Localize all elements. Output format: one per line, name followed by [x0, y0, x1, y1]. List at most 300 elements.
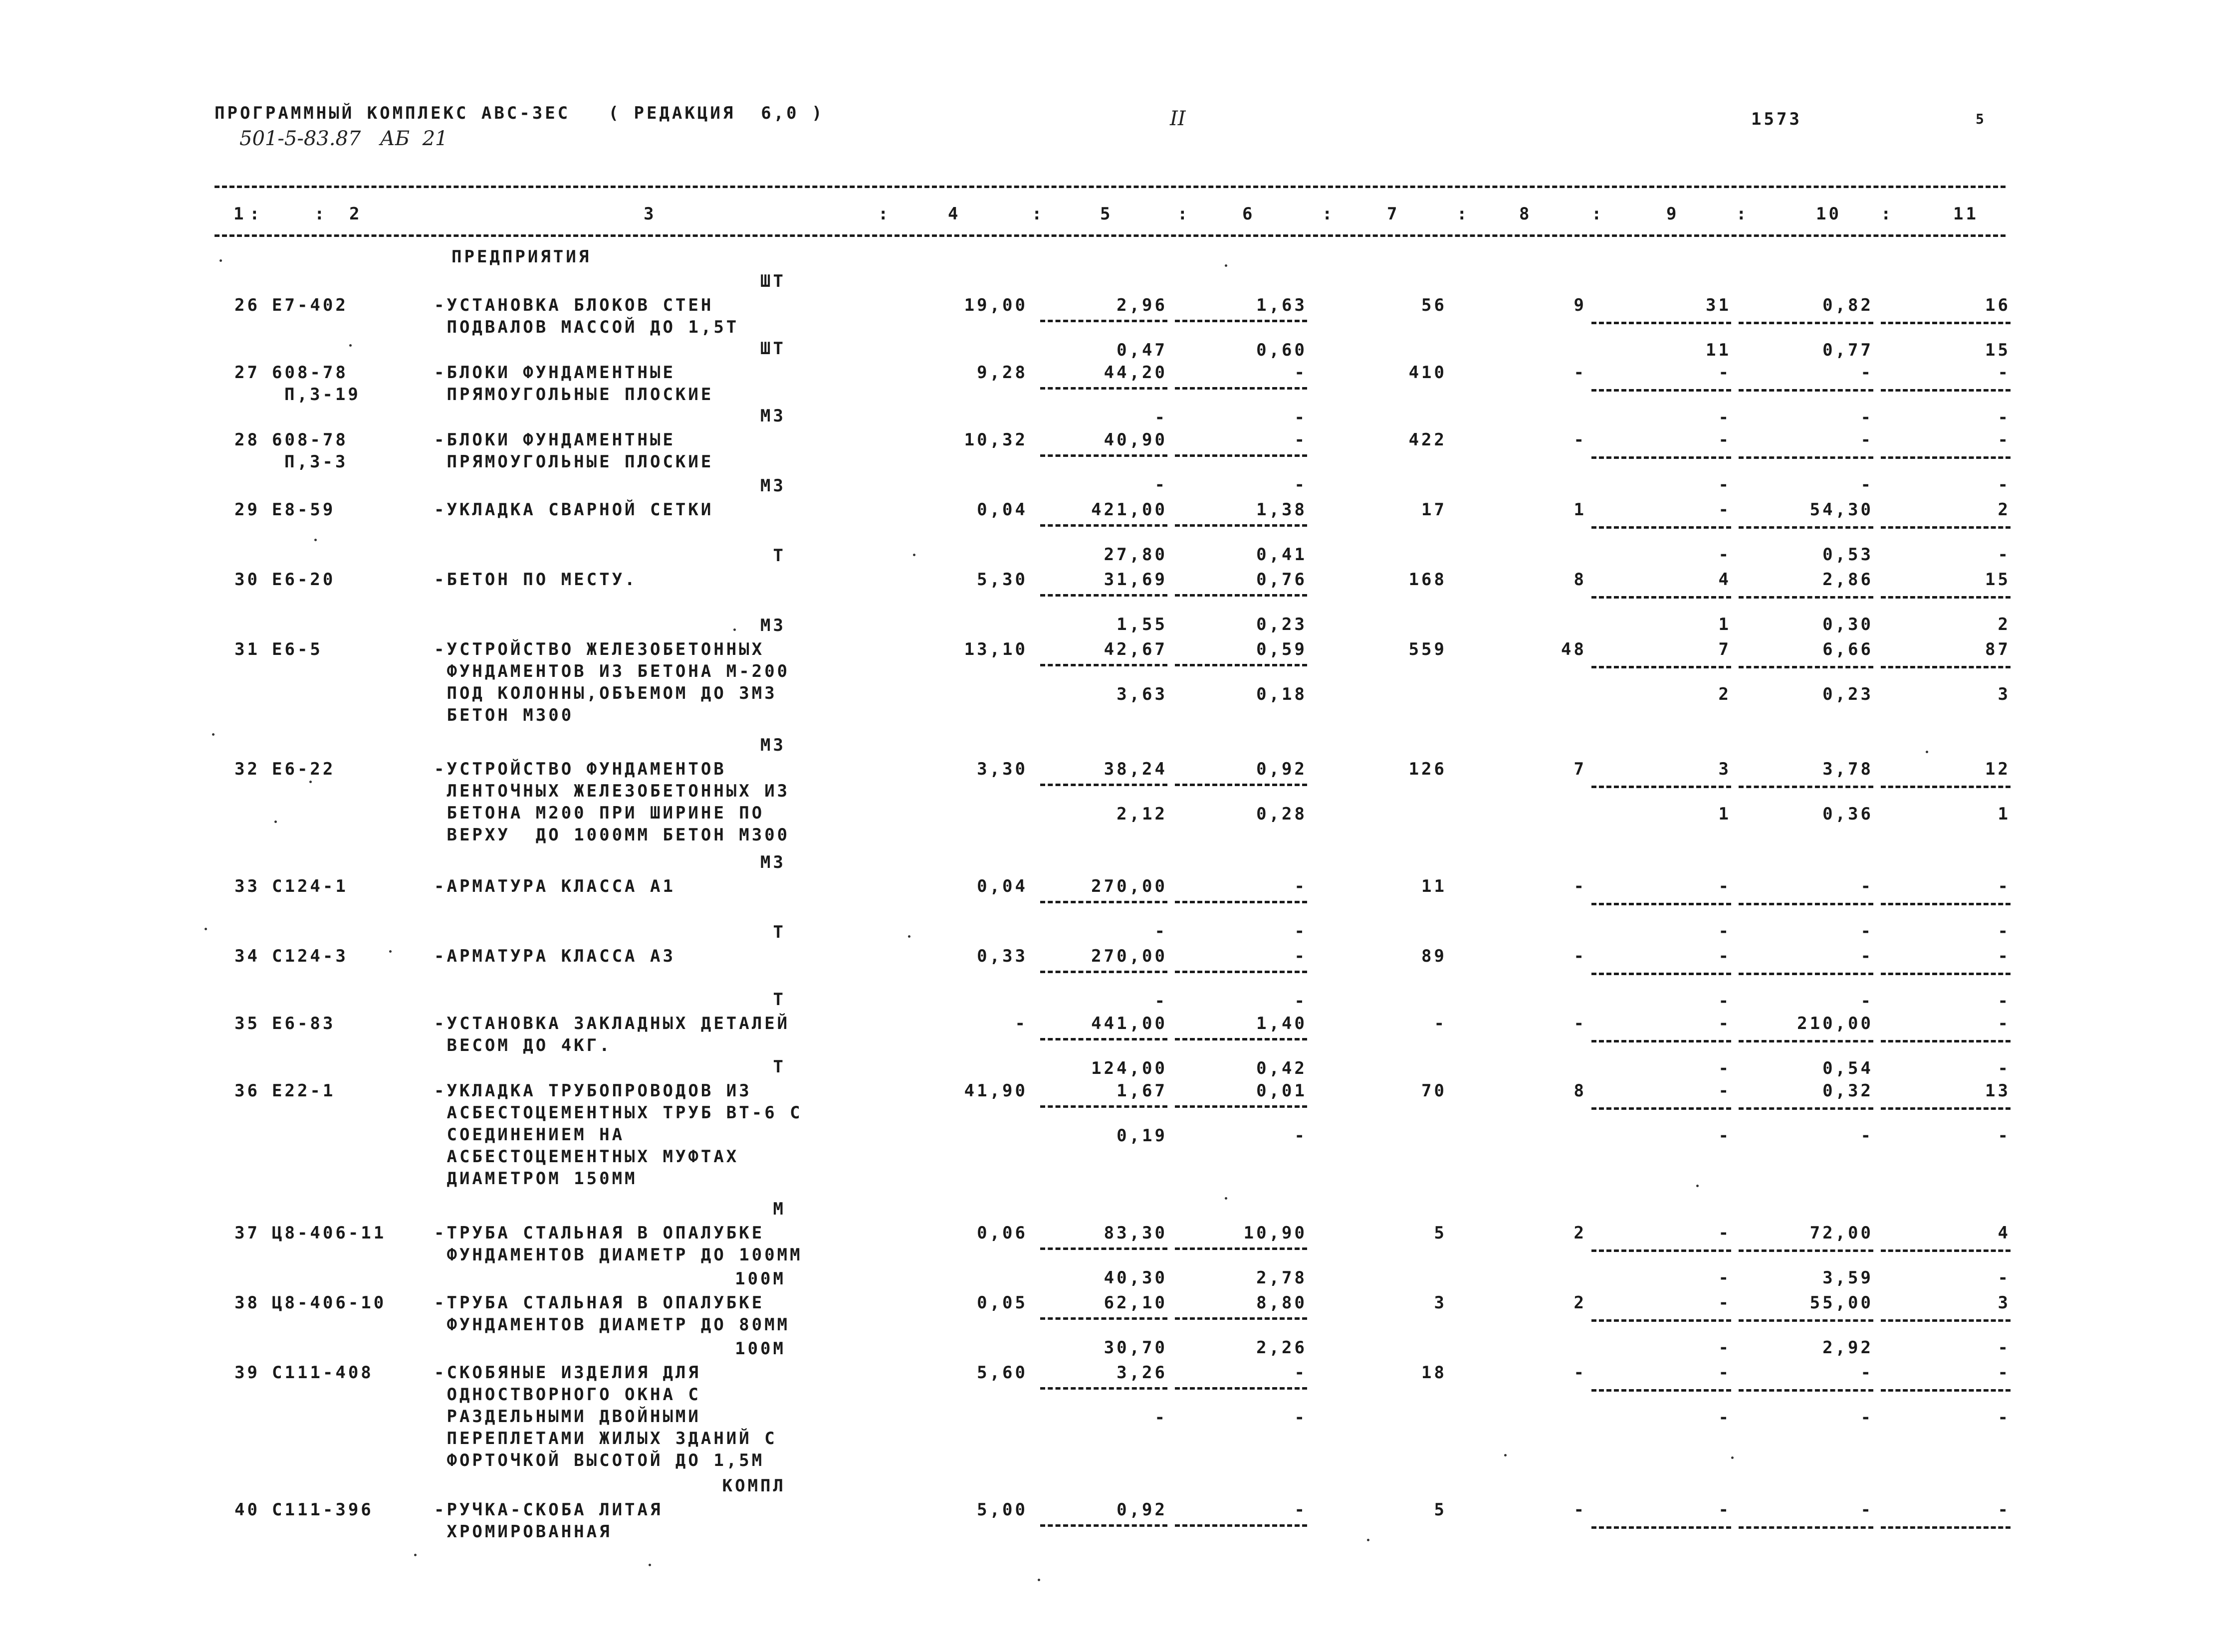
row-value-c5: 2,96	[1117, 295, 1167, 315]
row-value-c7: -	[1434, 1014, 1447, 1033]
row-value-c5: 270,00	[1091, 876, 1167, 896]
row-value-c5: 441,00	[1091, 1014, 1167, 1033]
row-subvalue-s9: -	[1718, 545, 1731, 565]
scan-speck	[1367, 1539, 1369, 1541]
row-description-line: ПРЯМОУГОЛЬНЫЕ ПЛОСКИЕ	[434, 385, 714, 405]
row-subvalue-s9: -	[1718, 921, 1731, 941]
column-separator: :	[1032, 204, 1045, 224]
row-value-rule	[1591, 786, 1731, 788]
row-description-line: ЛЕНТОЧНЫХ ЖЕЛЕЗОБЕТОННЫХ ИЗ	[434, 781, 790, 801]
row-value-rule	[1175, 454, 1307, 457]
row-value-rule	[1591, 1040, 1731, 1042]
row-subvalue-s9: -	[1718, 1408, 1731, 1428]
row-value-rule	[1739, 1389, 1873, 1392]
row-value-rule	[1739, 903, 1873, 905]
row-unit: Т	[773, 990, 786, 1010]
row-value-c10: -	[1860, 1500, 1873, 1520]
row-value-rule	[1591, 526, 1731, 529]
scan-speck	[389, 950, 392, 953]
row-value-c4: 0,33	[977, 946, 1028, 966]
row-unit: М3	[760, 616, 786, 635]
row-value-rule	[1591, 1249, 1731, 1252]
row-unit: М3	[760, 476, 786, 496]
row-value-rule	[1591, 973, 1731, 975]
row-value-rule	[1040, 1247, 1167, 1250]
row-value-c11: 12	[1985, 759, 2011, 779]
row-subvalue-s10: -	[1860, 408, 1873, 427]
row-subvalue-s9: -	[1718, 1058, 1731, 1078]
row-number: 38	[234, 1293, 260, 1313]
scan-speck	[733, 628, 736, 631]
row-subvalue-s9: -	[1718, 991, 1731, 1011]
scan-speck	[314, 539, 317, 541]
row-subvalue-s6: 0,60	[1256, 340, 1307, 360]
row-value-rule	[1040, 1387, 1167, 1390]
row-subvalue-s5: -	[1154, 408, 1167, 427]
row-value-c8: 2	[1573, 1223, 1586, 1243]
row-value-rule	[1591, 1389, 1731, 1392]
row-value-rule	[1040, 1317, 1167, 1320]
row-subvalue-s11: -	[1998, 475, 2011, 495]
column-header-7: 7	[1387, 204, 1400, 224]
row-value-rule	[1175, 1247, 1307, 1250]
row-number: 26	[234, 295, 260, 315]
row-description-line: ФУНДАМЕНТОВ ДИАМЕТР ДО 100ММ	[434, 1245, 803, 1265]
row-code: 608-78	[272, 363, 348, 383]
row-value-c6: 1,63	[1256, 295, 1307, 315]
row-code: 608-78	[272, 430, 348, 450]
row-subvalue-s11: -	[1998, 545, 2011, 565]
row-value-rule	[1040, 784, 1167, 786]
row-subvalue-s11: -	[1998, 991, 2011, 1011]
column-header-1: 1	[233, 204, 246, 224]
row-description-line: ХРОМИРОВАННАЯ	[434, 1522, 612, 1542]
scan-speck	[212, 733, 215, 736]
row-number: 28	[234, 430, 260, 450]
row-value-c4: 0,06	[977, 1223, 1028, 1243]
row-subvalue-s5: 2,12	[1117, 804, 1167, 824]
row-value-c4: 10,32	[964, 430, 1028, 450]
row-value-rule	[1739, 389, 1873, 392]
scan-speck	[349, 344, 352, 347]
row-value-c9: 31	[1706, 295, 1731, 315]
row-value-c8: 1	[1573, 500, 1586, 520]
row-value-c8: 8	[1573, 1081, 1586, 1101]
row-value-rule	[1591, 322, 1731, 324]
column-separator: :	[1881, 204, 1894, 224]
row-description-line: -УСТАНОВКА БЛОКОВ СТЕН	[434, 295, 714, 315]
row-description-line: БЕТОН М300	[434, 705, 574, 725]
row-number: 34	[234, 946, 260, 966]
row-description-line: ПОДВАЛОВ МАССОЙ ДО 1,5Т	[434, 317, 739, 337]
document-code: 1573	[1751, 109, 1802, 129]
row-value-rule	[1591, 389, 1731, 392]
row-value-c9: 7	[1718, 639, 1731, 659]
row-description-line: -СКОБЯНЫЕ ИЗДЕЛИЯ ДЛЯ	[434, 1363, 701, 1383]
row-value-c10: 55,00	[1809, 1293, 1873, 1313]
row-value-c9: -	[1718, 1081, 1731, 1101]
row-value-rule	[1881, 1526, 2011, 1529]
row-code-secondary: П,3-19	[284, 385, 361, 405]
scan-speck	[1038, 1579, 1040, 1581]
row-value-c10: -	[1860, 1363, 1873, 1383]
row-value-c8: 2	[1573, 1293, 1586, 1313]
row-subvalue-s10: -	[1860, 921, 1873, 941]
column-header-5: 5	[1100, 204, 1113, 224]
scan-speck	[1504, 1454, 1507, 1456]
row-value-rule	[1739, 1319, 1873, 1322]
row-value-c5: 421,00	[1091, 500, 1167, 520]
row-description-line: -АРМАТУРА КЛАССА А1	[434, 876, 675, 896]
row-subvalue-s10: 0,36	[1822, 804, 1873, 824]
row-subvalue-s9: -	[1718, 1268, 1731, 1288]
scan-speck	[220, 259, 222, 262]
row-subvalue-s5: 27,80	[1104, 545, 1167, 565]
row-value-c9: -	[1718, 1363, 1731, 1383]
row-value-c9: -	[1718, 430, 1731, 450]
row-value-rule	[1040, 320, 1167, 322]
row-value-c6: 1,38	[1256, 500, 1307, 520]
row-subvalue-s11: -	[1998, 1268, 2011, 1288]
row-subvalue-s5: 40,30	[1104, 1268, 1167, 1288]
row-value-rule	[1739, 526, 1873, 529]
row-unit: КОМПЛ	[722, 1476, 786, 1496]
row-code: Е7-402	[272, 295, 348, 315]
row-value-rule	[1175, 320, 1307, 322]
row-subvalue-s5: 124,00	[1091, 1058, 1167, 1078]
row-value-rule	[1175, 1524, 1307, 1527]
row-description-line: АСБЕСТОЦЕМЕНТНЫХ МУФТАХ	[434, 1147, 739, 1167]
row-value-c10: 72,00	[1809, 1223, 1873, 1243]
row-description-line: СОЕДИНЕНИЕМ НА	[434, 1125, 625, 1145]
row-subvalue-s6: -	[1294, 408, 1307, 427]
row-value-rule	[1591, 596, 1731, 599]
row-subvalue-s6: -	[1294, 921, 1307, 941]
row-subvalue-s5: -	[1154, 921, 1167, 941]
row-value-c6: 8,80	[1256, 1293, 1307, 1313]
row-value-c8: -	[1573, 363, 1586, 383]
row-value-c8: -	[1573, 1014, 1586, 1033]
row-value-c6: 0,76	[1256, 570, 1307, 590]
row-value-rule	[1739, 666, 1873, 668]
row-description-line: ВЕРХУ ДО 1000ММ БЕТОН М300	[434, 825, 790, 845]
row-description-line: -РУЧКА-СКОБА ЛИТАЯ	[434, 1500, 663, 1520]
row-subvalue-s11: -	[1998, 1126, 2011, 1146]
scan-speck	[274, 821, 277, 823]
row-number: 31	[234, 639, 260, 659]
row-description-line: ПРЯМОУГОЛЬНЫЕ ПЛОСКИЕ	[434, 452, 714, 472]
row-subvalue-s10: 3,59	[1822, 1268, 1873, 1288]
row-value-rule	[1175, 1317, 1307, 1320]
row-value-rule	[1739, 1249, 1873, 1252]
row-subvalue-s5: 0,47	[1117, 340, 1167, 360]
row-value-c11: 13	[1985, 1081, 2011, 1101]
row-value-c11: -	[1998, 1363, 2011, 1383]
row-subvalue-s6: -	[1294, 1408, 1307, 1428]
row-value-c7: 5	[1434, 1223, 1447, 1243]
scan-speck	[908, 935, 910, 938]
row-value-c10: 210,00	[1797, 1014, 1873, 1033]
row-value-c9: -	[1718, 876, 1731, 896]
row-subvalue-s11: -	[1998, 1058, 2011, 1078]
row-subvalue-s9: 1	[1718, 804, 1731, 824]
row-value-c4: 5,30	[977, 570, 1028, 590]
row-value-c10: -	[1860, 430, 1873, 450]
header-top-rule	[215, 186, 2006, 188]
row-value-c11: -	[1998, 430, 2011, 450]
row-subvalue-s10: 0,54	[1822, 1058, 1873, 1078]
row-value-rule	[1881, 596, 2011, 599]
row-subvalue-s11: 3	[1998, 684, 2011, 704]
row-subvalue-s11: -	[1998, 408, 2011, 427]
row-description-line: -УСТРОЙСТВО ЖЕЛЕЗОБЕТОННЫХ	[434, 639, 765, 659]
row-value-c9: -	[1718, 1014, 1731, 1033]
row-value-c8: -	[1573, 1500, 1586, 1520]
row-value-c11: -	[1998, 1500, 2011, 1520]
row-value-c6: -	[1294, 430, 1307, 450]
row-unit: Т	[773, 546, 786, 566]
row-description-line: ФУНДАМЕНТОВ ДИАМЕТР ДО 80ММ	[434, 1315, 790, 1335]
row-description-line: -БЛОКИ ФУНДАМЕНТНЫЕ	[434, 430, 675, 450]
row-value-c11: 2	[1998, 500, 2011, 520]
row-description-line: -УКЛАДКА ТРУБОПРОВОДОВ ИЗ	[434, 1081, 752, 1101]
scan-speck	[1926, 751, 1928, 753]
row-value-rule	[1591, 1107, 1731, 1110]
row-value-rule	[1040, 901, 1167, 903]
row-value-c6: -	[1294, 1500, 1307, 1520]
row-subvalue-s11: 15	[1985, 340, 2011, 360]
row-value-rule	[1739, 973, 1873, 975]
row-value-c7: 89	[1421, 946, 1447, 966]
row-subvalue-s10: 0,23	[1822, 684, 1873, 704]
row-value-rule	[1739, 596, 1873, 599]
row-value-c5: 270,00	[1091, 946, 1167, 966]
row-subvalue-s10: -	[1860, 991, 1873, 1011]
row-description-line: -УСТРОЙСТВО ФУНДАМЕНТОВ	[434, 759, 726, 779]
row-value-rule	[1739, 456, 1873, 459]
row-value-c6: 0,92	[1256, 759, 1307, 779]
row-subvalue-s9: -	[1718, 1338, 1731, 1358]
row-value-c10: -	[1860, 946, 1873, 966]
row-description-line: ФУНДАМЕНТОВ ИЗ БЕТОНА М-200	[434, 661, 790, 681]
row-value-rule	[1040, 1105, 1167, 1108]
column-separator: :	[1457, 204, 1470, 224]
row-value-rule	[1881, 1249, 2011, 1252]
row-unit: М3	[760, 852, 786, 872]
row-value-c10: 2,86	[1822, 570, 1873, 590]
row-subvalue-s6: -	[1294, 475, 1307, 495]
row-code: Е6-22	[272, 759, 336, 779]
scan-speck	[309, 781, 312, 783]
row-description-line: ОДНОСТВОРНОГО ОКНА С	[434, 1385, 701, 1405]
row-value-rule	[1881, 786, 2011, 788]
row-description-line: ВЕСОМ ДО 4КГ.	[434, 1035, 612, 1055]
row-value-c10: 3,78	[1822, 759, 1873, 779]
row-value-c4: -	[1015, 1014, 1028, 1033]
row-unit: Т	[773, 922, 786, 942]
column-separator: :	[1177, 204, 1190, 224]
row-value-rule	[1040, 664, 1167, 666]
row-value-c7: 18	[1421, 1363, 1447, 1383]
row-subvalue-s6: 0,28	[1256, 804, 1307, 824]
handwritten-reference: 501-5-83.87 АБ 21	[239, 127, 448, 150]
row-value-c5: 1,67	[1117, 1081, 1167, 1101]
row-value-c4: 9,28	[977, 363, 1028, 383]
row-value-c10: -	[1860, 876, 1873, 896]
row-value-c4: 3,30	[977, 759, 1028, 779]
row-value-c6: 10,90	[1243, 1223, 1307, 1243]
row-value-c8: 8	[1573, 570, 1586, 590]
column-header-2: 2	[349, 204, 362, 224]
row-number: 39	[234, 1363, 260, 1383]
row-value-c8: 9	[1573, 295, 1586, 315]
row-description-line: -БЕТОН ПО МЕСТУ.	[434, 570, 638, 590]
column-header-6: 6	[1242, 204, 1255, 224]
row-value-rule	[1881, 666, 2011, 668]
row-value-c5: 44,20	[1104, 363, 1167, 383]
row-value-rule	[1175, 664, 1307, 666]
row-code: Е6-5	[272, 639, 323, 659]
row-value-c9: -	[1718, 1293, 1731, 1313]
page-mark: II	[1170, 107, 1186, 130]
row-value-c6: 0,59	[1256, 639, 1307, 659]
row-value-c9: -	[1718, 946, 1731, 966]
row-subvalue-s5: 3,63	[1117, 684, 1167, 704]
row-value-c6: 1,40	[1256, 1014, 1307, 1033]
row-value-c5: 83,30	[1104, 1223, 1167, 1243]
row-value-rule	[1881, 903, 2011, 905]
row-subvalue-s10: 0,77	[1822, 340, 1873, 360]
row-unit: Т	[773, 1057, 786, 1077]
row-value-c6: -	[1294, 946, 1307, 966]
row-value-c11: 87	[1985, 639, 2011, 659]
row-value-rule	[1175, 784, 1307, 786]
row-subvalue-s6: 2,78	[1256, 1268, 1307, 1288]
row-subvalue-s11: -	[1998, 921, 2011, 941]
row-description-line: ПОД КОЛОННЫ,ОБЪЕМОМ ДО 3М3	[434, 683, 777, 703]
row-value-rule	[1040, 387, 1167, 390]
row-value-c9: -	[1718, 363, 1731, 383]
scan-speck	[913, 554, 915, 556]
row-value-rule	[1040, 1524, 1167, 1527]
row-subvalue-s10: -	[1860, 1408, 1873, 1428]
row-value-c4: 0,04	[977, 876, 1028, 896]
row-value-rule	[1881, 1040, 2011, 1042]
scan-speck	[649, 1564, 651, 1566]
row-unit: 100М	[735, 1269, 786, 1289]
row-value-c11: 4	[1998, 1223, 2011, 1243]
row-value-c11: 16	[1985, 295, 2011, 315]
row-value-rule	[1175, 1387, 1307, 1390]
row-value-c4: 0,05	[977, 1293, 1028, 1313]
row-value-c5: 38,24	[1104, 759, 1167, 779]
scan-speck	[1225, 1197, 1227, 1200]
row-description-line: -УКЛАДКА СВАРНОЙ СЕТКИ	[434, 500, 714, 520]
row-value-c5: 31,69	[1104, 570, 1167, 590]
row-value-c10: 0,32	[1822, 1081, 1873, 1101]
row-code: С124-3	[272, 946, 348, 966]
scan-speck	[205, 928, 207, 930]
row-value-rule	[1739, 1107, 1873, 1110]
row-code: Ц8-406-10	[272, 1293, 387, 1313]
row-subvalue-s6: 0,41	[1256, 545, 1307, 565]
row-value-rule	[1591, 666, 1731, 668]
row-number: 29	[234, 500, 260, 520]
row-value-c7: 422	[1408, 430, 1447, 450]
row-code: С111-396	[272, 1500, 374, 1520]
row-value-c7: 17	[1421, 500, 1447, 520]
row-value-rule	[1881, 322, 2011, 324]
row-unit: ШТ	[760, 271, 786, 291]
column-separator: :	[878, 204, 891, 224]
row-description-line: -ТРУБА СТАЛЬНАЯ В ОПАЛУБКЕ	[434, 1223, 765, 1243]
row-number: 35	[234, 1014, 260, 1033]
row-value-c7: 168	[1408, 570, 1447, 590]
row-value-c8: -	[1573, 946, 1586, 966]
row-value-c11: -	[1998, 946, 2011, 966]
row-description-line: БЕТОНА М200 ПРИ ШИРИНЕ ПО	[434, 803, 765, 823]
row-code: С124-1	[272, 876, 348, 896]
column-header-8: 8	[1519, 204, 1532, 224]
row-value-c9: -	[1718, 1223, 1731, 1243]
column-separator: :	[249, 204, 262, 224]
row-value-c5: 62,10	[1104, 1293, 1167, 1313]
row-subvalue-s9: 1	[1718, 615, 1731, 634]
row-value-rule	[1881, 1389, 2011, 1392]
row-value-c10: 6,66	[1822, 639, 1873, 659]
row-unit: 100М	[735, 1339, 786, 1359]
row-value-rule	[1591, 456, 1731, 459]
row-value-rule	[1040, 454, 1167, 457]
corner-number: 5	[1976, 111, 1987, 127]
row-value-rule	[1040, 971, 1167, 973]
row-code: Е22-1	[272, 1081, 336, 1101]
row-description-line: АСБЕСТОЦЕМЕНТНЫХ ТРУБ ВТ-6 С	[434, 1103, 803, 1123]
row-value-c11: -	[1998, 363, 2011, 383]
row-subvalue-s5: 30,70	[1104, 1338, 1167, 1358]
column-header-4: 4	[948, 204, 961, 224]
row-value-c6: -	[1294, 876, 1307, 896]
row-subvalue-s6: 0,23	[1256, 615, 1307, 634]
scan-speck	[1731, 1456, 1734, 1459]
row-subvalue-s10: 0,53	[1822, 545, 1873, 565]
row-subvalue-s10: -	[1860, 475, 1873, 495]
program-header: ПРОГРАММНЫЙ КОМПЛЕКС АВС-ЗЕС ( РЕДАКЦИЯ 6,0 )	[215, 103, 825, 123]
row-value-rule	[1175, 524, 1307, 527]
row-value-c11: -	[1998, 1014, 2011, 1033]
row-subvalue-s10: -	[1860, 1126, 1873, 1146]
row-subvalue-s9: 11	[1706, 340, 1731, 360]
row-number: 33	[234, 876, 260, 896]
row-value-c7: 126	[1408, 759, 1447, 779]
row-value-c7: 70	[1421, 1081, 1447, 1101]
column-separator: :	[1736, 204, 1749, 224]
row-value-c11: 3	[1998, 1293, 2011, 1313]
row-description-line: -БЛОКИ ФУНДАМЕНТНЫЕ	[434, 363, 675, 383]
row-value-c9: -	[1718, 500, 1731, 520]
row-description-line: -АРМАТУРА КЛАССА А3	[434, 946, 675, 966]
row-value-c4: 5,60	[977, 1363, 1028, 1383]
row-unit: ШТ	[760, 339, 786, 359]
row-value-c10: 54,30	[1809, 500, 1873, 520]
column-separator: :	[1322, 204, 1335, 224]
row-subvalue-s6: 0,42	[1256, 1058, 1307, 1078]
row-value-c8: -	[1573, 876, 1586, 896]
row-code: Ц8-406-11	[272, 1223, 387, 1243]
row-value-rule	[1175, 1038, 1307, 1040]
row-number: 32	[234, 759, 260, 779]
row-value-rule	[1175, 1105, 1307, 1108]
